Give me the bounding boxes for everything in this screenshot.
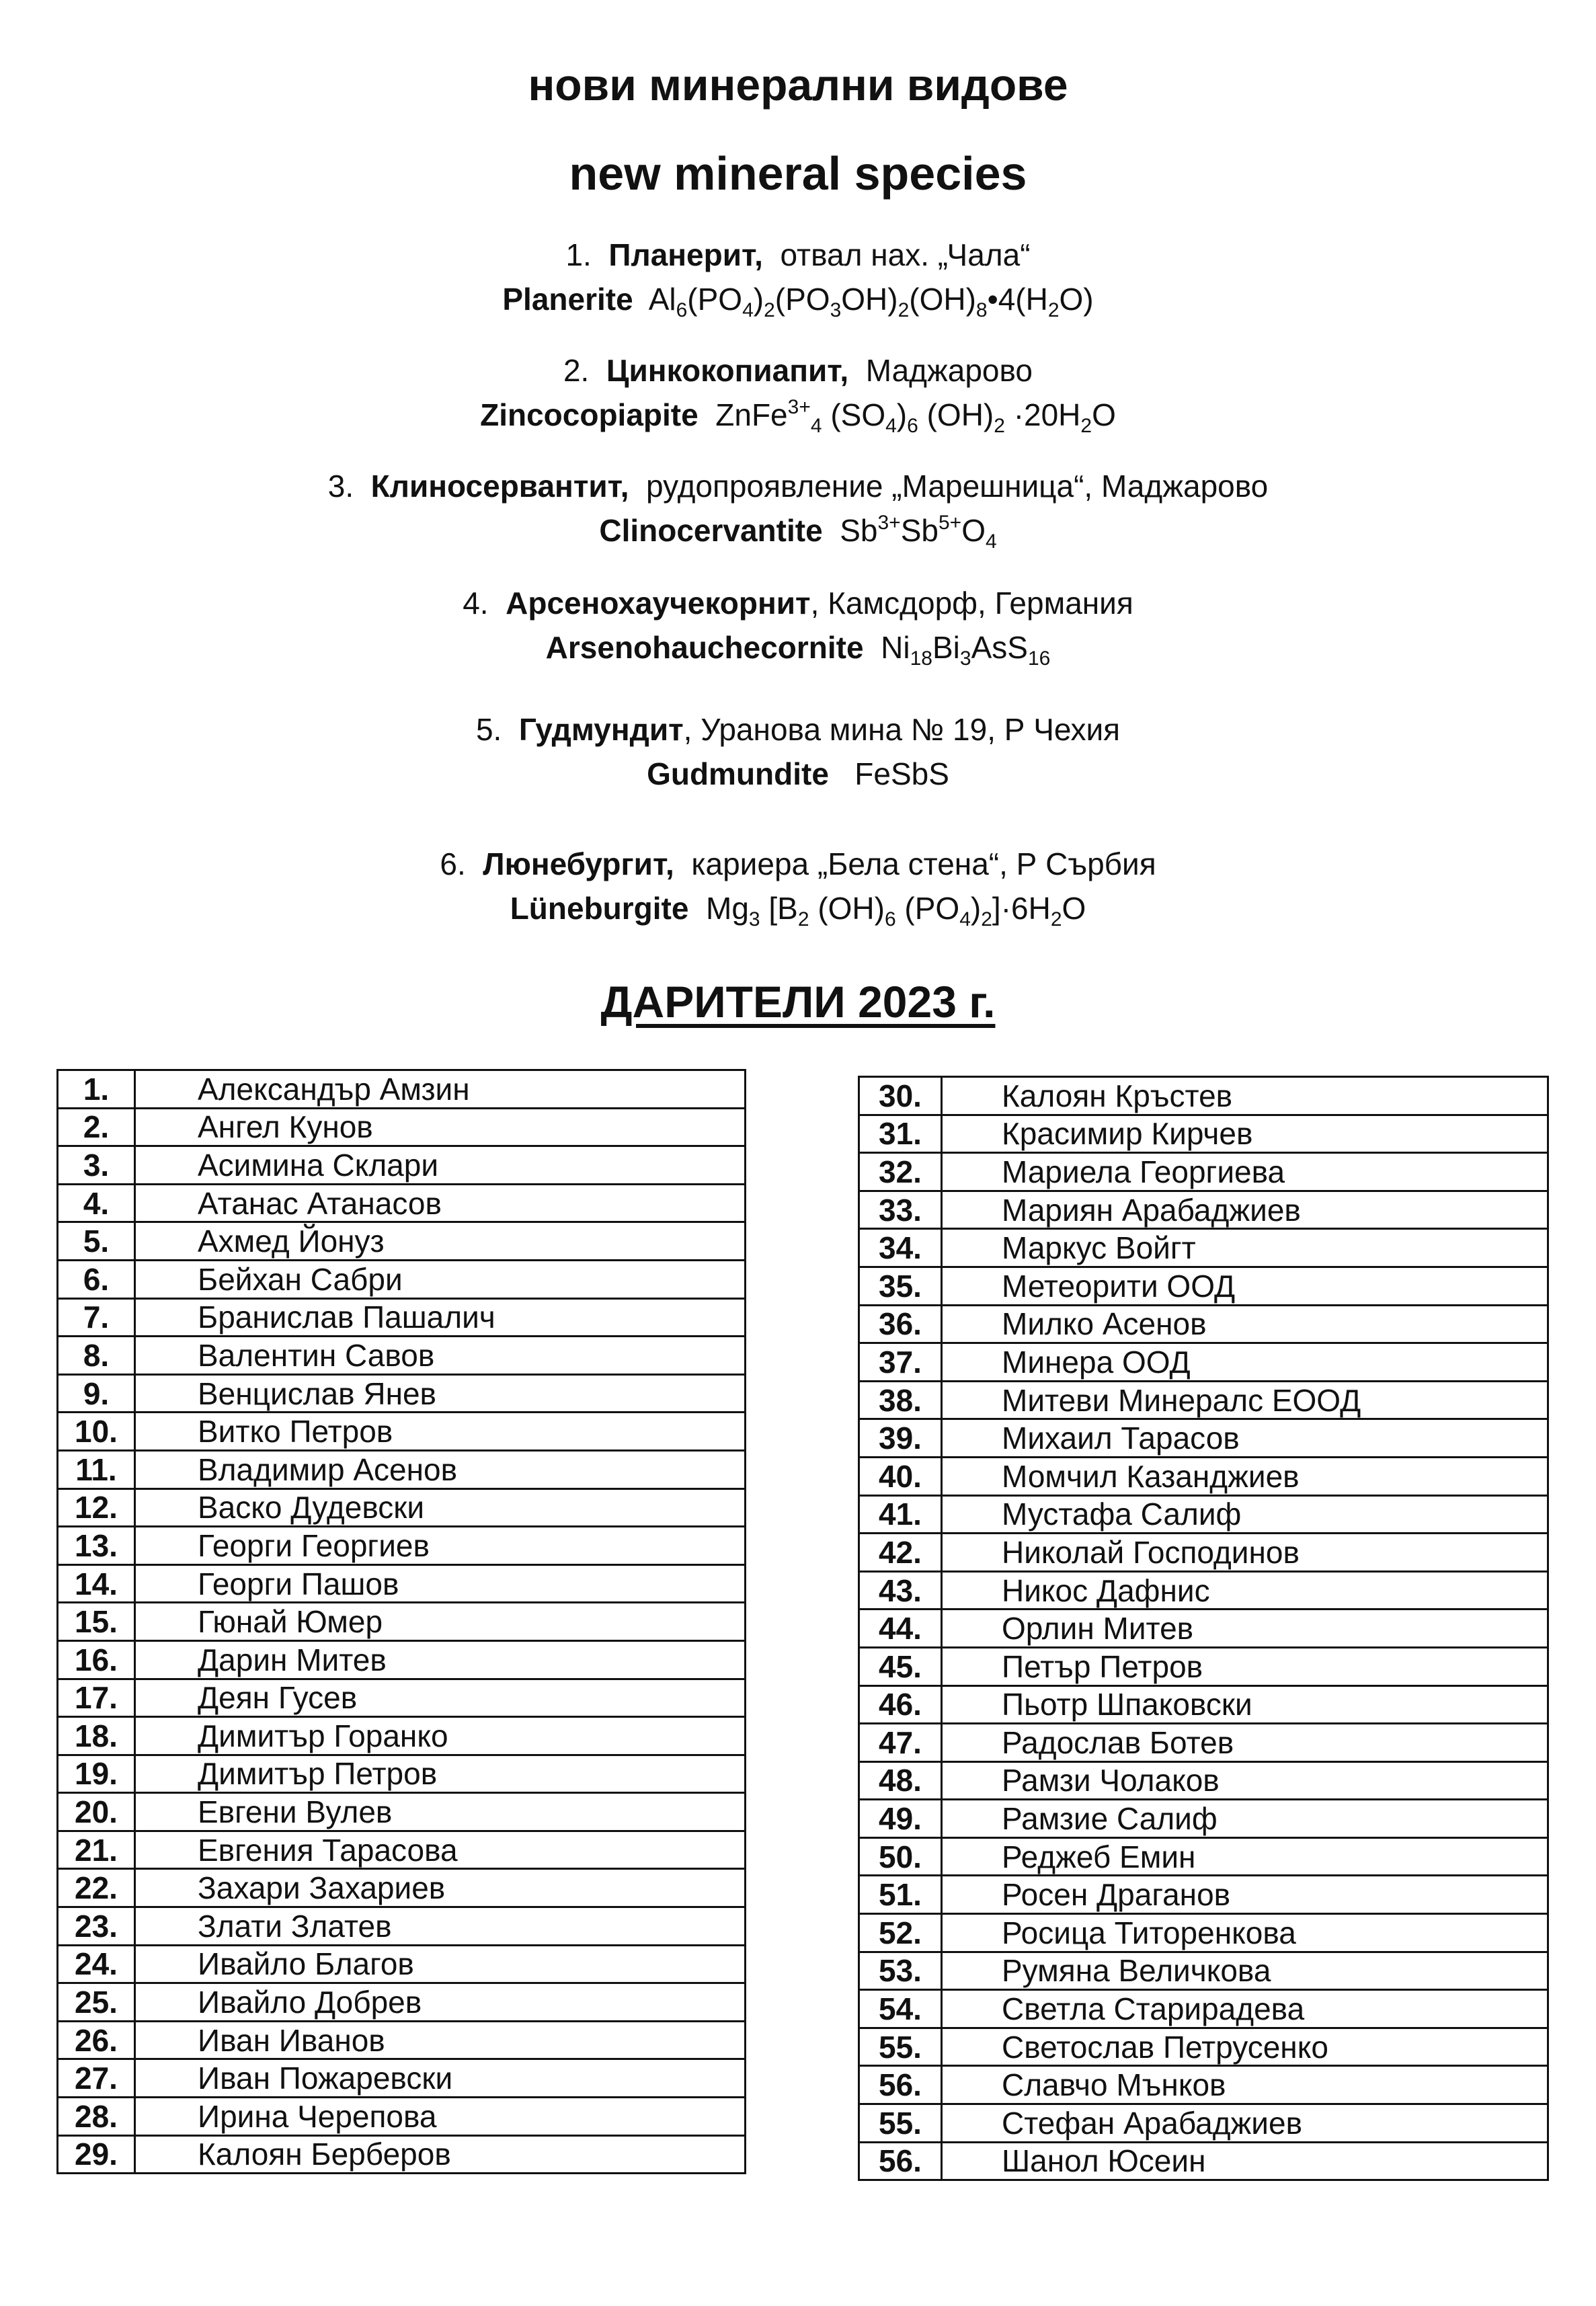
donor-name: Иван Пожаревски bbox=[135, 2059, 746, 2098]
donor-name: Злати Златев bbox=[135, 1907, 746, 1946]
donor-number: 2. bbox=[58, 1108, 135, 1146]
mineral-locality: Маджарово bbox=[865, 353, 1033, 388]
title-english: new mineral species bbox=[569, 147, 1027, 200]
donor-number: 51. bbox=[859, 1876, 942, 1914]
donor-row bbox=[859, 1724, 1548, 1762]
donor-name: Рамзи Чолаков bbox=[942, 1761, 1548, 1800]
donor-number: 13. bbox=[58, 1527, 135, 1565]
donor-number: 15. bbox=[58, 1603, 135, 1641]
mineral-bg-line bbox=[0, 233, 1596, 277]
mineral-entry-6 bbox=[0, 842, 1596, 930]
donor-name: Валентин Савов bbox=[135, 1337, 746, 1375]
donor-name: Ахмед Йонуз bbox=[135, 1222, 746, 1261]
donor-name: Славчо Мънков bbox=[942, 2066, 1548, 2104]
donor-number: 10. bbox=[58, 1413, 135, 1451]
donor-name: Шанол Юсеин bbox=[942, 2142, 1548, 2180]
mineral-number: 3. bbox=[327, 469, 354, 504]
donor-row bbox=[58, 1298, 746, 1337]
donor-row bbox=[58, 2098, 746, 2136]
donor-name: Атанас Атанасов bbox=[135, 1184, 746, 1222]
donor-name: Стефан Арабаджиев bbox=[942, 2104, 1548, 2143]
donor-number: 20. bbox=[58, 1793, 135, 1831]
donor-number: 55. bbox=[859, 2104, 942, 2143]
mineral-formula: FeSbS bbox=[854, 756, 949, 791]
donor-name: Димитър Горанко bbox=[135, 1717, 746, 1755]
donor-name: Митеви Минералс ЕООД bbox=[942, 1381, 1548, 1419]
donor-number: 5. bbox=[58, 1222, 135, 1261]
donor-row bbox=[859, 1761, 1548, 1800]
donor-name: Ивайло Благов bbox=[135, 1945, 746, 1983]
donor-row bbox=[859, 1876, 1548, 1914]
donor-number: 4. bbox=[58, 1184, 135, 1222]
donor-number: 41. bbox=[859, 1495, 942, 1534]
donor-name: Калоян Берберов bbox=[135, 2135, 746, 2174]
mineral-entry-5 bbox=[0, 707, 1596, 796]
donor-number: 49. bbox=[859, 1800, 942, 1838]
donor-name: Орлин Митев bbox=[942, 1609, 1548, 1648]
donor-number: 19. bbox=[58, 1755, 135, 1793]
donor-number: 32. bbox=[859, 1153, 942, 1191]
donor-name: Никос Дафнис bbox=[942, 1571, 1548, 1609]
donor-row bbox=[58, 1869, 746, 1907]
mineral-number: 6. bbox=[440, 846, 466, 881]
donor-row bbox=[859, 1229, 1548, 1267]
donor-number: 3. bbox=[58, 1146, 135, 1185]
donor-row bbox=[58, 1374, 746, 1413]
donor-row bbox=[859, 1419, 1548, 1458]
donor-name: Ивайло Добрев bbox=[135, 1983, 746, 2022]
donor-row bbox=[859, 1153, 1548, 1191]
donor-row bbox=[58, 1527, 746, 1565]
donor-name: Ирина Черепова bbox=[135, 2098, 746, 2136]
mineral-bg-line bbox=[0, 842, 1596, 886]
donor-number: 11. bbox=[58, 1450, 135, 1488]
donors-title: ДАРИТЕЛИ 2023 г. bbox=[600, 977, 996, 1027]
donor-name: Александър Амзин bbox=[135, 1070, 746, 1109]
donor-number: 56. bbox=[859, 2066, 942, 2104]
donor-number: 17. bbox=[58, 1679, 135, 1717]
donor-name: Светла Старирадева bbox=[942, 1990, 1548, 2028]
mineral-formula: $Sb^{3+}Sb^{5+}O_4$ bbox=[840, 512, 997, 553]
donor-number: 26. bbox=[58, 2021, 135, 2059]
donor-row bbox=[58, 1603, 746, 1641]
donor-row bbox=[58, 2021, 746, 2059]
donor-row bbox=[58, 1070, 746, 1109]
donor-name: Георги Пашов bbox=[135, 1564, 746, 1603]
donors-table-right bbox=[858, 1076, 1549, 2181]
donor-row bbox=[58, 1640, 746, 1679]
donor-row bbox=[58, 1222, 746, 1261]
donor-number: 55. bbox=[859, 2028, 942, 2066]
mineral-number: 5. bbox=[475, 712, 502, 747]
donor-number: 30. bbox=[859, 1077, 942, 1115]
mineral-name-bg: Гудмундит bbox=[518, 712, 684, 747]
donor-row bbox=[58, 1108, 746, 1146]
donor-row bbox=[859, 1115, 1548, 1153]
donor-number: 7. bbox=[58, 1298, 135, 1337]
mineral-name-en: Lüneburgite bbox=[510, 891, 689, 926]
mineral-name-en: Zincocopiapite bbox=[480, 397, 699, 432]
donor-name: Георги Георгиев bbox=[135, 1527, 746, 1565]
donor-number: 33. bbox=[859, 1191, 942, 1229]
donor-number: 6. bbox=[58, 1260, 135, 1298]
donor-name: Владимир Асенов bbox=[135, 1450, 746, 1488]
donor-name: Радослав Ботев bbox=[942, 1724, 1548, 1762]
donor-number: 8. bbox=[58, 1337, 135, 1375]
donor-row bbox=[859, 1457, 1548, 1495]
donor-name: Бранислав Пашалич bbox=[135, 1298, 746, 1337]
donor-row bbox=[58, 2059, 746, 2098]
mineral-formula: $Mg_3$ [$B_2$ $(OH)_6$ $(PO_4)_2]\cdot 6H_2O$ bbox=[706, 891, 1086, 930]
donor-row bbox=[859, 1685, 1548, 1724]
donor-row bbox=[859, 1952, 1548, 1990]
mineral-name-en: Clinocervantite bbox=[599, 513, 823, 548]
donor-number: 31. bbox=[859, 1115, 942, 1153]
mineral-number: 2. bbox=[563, 353, 590, 388]
donor-row bbox=[58, 2135, 746, 2174]
donors-table-body bbox=[58, 1070, 746, 2174]
donor-name: Метеорити ООД bbox=[942, 1267, 1548, 1305]
donor-row bbox=[58, 1907, 746, 1946]
donor-number: 42. bbox=[859, 1534, 942, 1572]
donor-row bbox=[859, 1837, 1548, 1876]
mineral-locality: рудопроявление „Марешница“, Маджарово bbox=[646, 469, 1269, 504]
donor-number: 24. bbox=[58, 1945, 135, 1983]
donor-row bbox=[859, 2028, 1548, 2066]
donor-row bbox=[58, 1945, 746, 1983]
donor-row bbox=[859, 1267, 1548, 1305]
donor-row bbox=[58, 1831, 746, 1869]
title-bulgarian: нови минерални видове bbox=[528, 60, 1068, 110]
donor-name: Иван Иванов bbox=[135, 2021, 746, 2059]
donor-name: Михаил Тарасов bbox=[942, 1419, 1548, 1458]
donor-row bbox=[859, 1077, 1548, 1115]
donor-name: Минера ООД bbox=[942, 1343, 1548, 1382]
donor-name: Светослав Петрусенко bbox=[942, 2028, 1548, 2066]
donor-name: Николай Господинов bbox=[942, 1534, 1548, 1572]
mineral-bg-line bbox=[0, 464, 1596, 508]
donor-name: Росица Титоренкова bbox=[942, 1914, 1548, 1952]
donor-row bbox=[58, 1755, 746, 1793]
donor-row bbox=[859, 2104, 1548, 2143]
donor-number: 54. bbox=[859, 1990, 942, 2028]
donor-number: 34. bbox=[859, 1229, 942, 1267]
donor-row bbox=[859, 2142, 1548, 2180]
donor-row bbox=[58, 1679, 746, 1717]
donor-name: Момчил Казанджиев bbox=[942, 1457, 1548, 1495]
mineral-name-bg: Клиносервантит, bbox=[370, 469, 629, 504]
donor-name: Димитър Петров bbox=[135, 1755, 746, 1793]
donor-row bbox=[58, 1146, 746, 1185]
donor-number: 12. bbox=[58, 1488, 135, 1527]
donor-number: 22. bbox=[58, 1869, 135, 1907]
mineral-number: 4. bbox=[463, 586, 489, 621]
donor-number: 18. bbox=[58, 1717, 135, 1755]
donor-name: Пьотр Шпаковски bbox=[942, 1685, 1548, 1724]
donor-number: 43. bbox=[859, 1571, 942, 1609]
donor-number: 37. bbox=[859, 1343, 942, 1382]
mineral-locality: кариера „Бела стена“, Р Сърбия bbox=[691, 846, 1156, 881]
donor-number: 25. bbox=[58, 1983, 135, 2022]
mineral-en-line bbox=[0, 886, 1596, 930]
donor-number: 16. bbox=[58, 1640, 135, 1679]
donor-number: 29. bbox=[58, 2135, 135, 2174]
donor-number: 48. bbox=[859, 1761, 942, 1800]
donor-number: 1. bbox=[58, 1070, 135, 1109]
donor-name: Венцислав Янев bbox=[135, 1374, 746, 1413]
donor-row bbox=[58, 1793, 746, 1831]
donor-row bbox=[859, 1914, 1548, 1952]
mineral-name-en: Arsenohauchecornite bbox=[545, 630, 864, 665]
donor-row bbox=[859, 1381, 1548, 1419]
donor-name: Калоян Кръстев bbox=[942, 1077, 1548, 1115]
donor-name: Росен Драганов bbox=[942, 1876, 1548, 1914]
donor-number: 9. bbox=[58, 1374, 135, 1413]
donor-number: 40. bbox=[859, 1457, 942, 1495]
donor-row bbox=[58, 1413, 746, 1451]
mineral-formula: $Ni_{18}Bi_3AsS_{16}$ bbox=[881, 630, 1051, 670]
mineral-entry-3 bbox=[0, 464, 1596, 553]
mineral-locality: отвал нах. „Чала“ bbox=[780, 237, 1031, 272]
donor-number: 23. bbox=[58, 1907, 135, 1946]
donor-row bbox=[859, 1534, 1548, 1572]
donor-name: Мустафа Салиф bbox=[942, 1495, 1548, 1534]
mineral-formula: $Al_6(PO_4)_2(PO_3OH)_2(OH)_8•4(H_2O)$ bbox=[648, 282, 1094, 321]
donor-number: 21. bbox=[58, 1831, 135, 1869]
donor-number: 35. bbox=[859, 1267, 942, 1305]
donor-row bbox=[859, 1305, 1548, 1343]
donor-name: Евгения Тарасова bbox=[135, 1831, 746, 1869]
donor-row bbox=[58, 1260, 746, 1298]
donor-name: Ангел Кунов bbox=[135, 1108, 746, 1146]
donor-name: Петър Петров bbox=[942, 1647, 1548, 1685]
donor-name: Милко Асенов bbox=[942, 1305, 1548, 1343]
donor-row bbox=[58, 1983, 746, 2022]
mineral-locality: , Уранова мина № 19, Р Чехия bbox=[683, 712, 1121, 747]
mineral-en-line bbox=[0, 752, 1596, 796]
donor-name: Мариела Георгиева bbox=[942, 1153, 1548, 1191]
mineral-name-bg: Цинкокопиапит, bbox=[606, 353, 849, 388]
mineral-en-line bbox=[0, 508, 1596, 553]
donor-number: 53. bbox=[859, 1952, 942, 1990]
donor-number: 45. bbox=[859, 1647, 942, 1685]
donor-row bbox=[58, 1488, 746, 1527]
donor-name: Дарин Митев bbox=[135, 1640, 746, 1679]
mineral-en-line bbox=[0, 393, 1596, 437]
donor-name: Гюнай Юмер bbox=[135, 1603, 746, 1641]
donor-row bbox=[859, 1800, 1548, 1838]
mineral-formula: ZnFe$^{3+}_4$ $(SO_4)_6$ $(OH)_2 \cdot 20H_2O$ bbox=[715, 396, 1116, 437]
donor-name: Мариян Арабаджиев bbox=[942, 1191, 1548, 1229]
donor-row bbox=[58, 1337, 746, 1375]
mineral-en-line bbox=[0, 625, 1596, 670]
donor-row bbox=[859, 1191, 1548, 1229]
donors-table-body bbox=[859, 1077, 1548, 2180]
donors-table-left bbox=[56, 1069, 746, 2174]
donor-name: Румяна Величкова bbox=[942, 1952, 1548, 1990]
mineral-bg-line bbox=[0, 707, 1596, 752]
donor-name: Красимир Кирчев bbox=[942, 1115, 1548, 1153]
donor-row bbox=[859, 1495, 1548, 1534]
mineral-bg-line bbox=[0, 348, 1596, 393]
donor-name: Захари Захариев bbox=[135, 1869, 746, 1907]
donor-row bbox=[58, 1184, 746, 1222]
donor-name: Деян Гусев bbox=[135, 1679, 746, 1717]
donor-number: 46. bbox=[859, 1685, 942, 1724]
donor-number: 39. bbox=[859, 1419, 942, 1458]
mineral-number: 1. bbox=[565, 237, 592, 272]
donor-number: 28. bbox=[58, 2098, 135, 2136]
mineral-name-en: Gudmundite bbox=[647, 756, 829, 791]
donor-row bbox=[58, 1717, 746, 1755]
donor-number: 14. bbox=[58, 1564, 135, 1603]
donor-name: Витко Петров bbox=[135, 1413, 746, 1451]
donor-number: 47. bbox=[859, 1724, 942, 1762]
donor-name: Асимина Склари bbox=[135, 1146, 746, 1185]
donor-row bbox=[58, 1564, 746, 1603]
donor-name: Рамзие Салиф bbox=[942, 1800, 1548, 1838]
donor-name: Евгени Вулев bbox=[135, 1793, 746, 1831]
mineral-bg-line bbox=[0, 581, 1596, 625]
donor-number: 56. bbox=[859, 2142, 942, 2180]
donor-name: Васко Дудевски bbox=[135, 1488, 746, 1527]
mineral-entry-2 bbox=[0, 348, 1596, 437]
donor-row bbox=[859, 1571, 1548, 1609]
donor-number: 50. bbox=[859, 1837, 942, 1876]
mineral-locality: , Камсдорф, Германия bbox=[810, 586, 1133, 621]
donor-row bbox=[859, 1609, 1548, 1648]
donor-row bbox=[859, 1990, 1548, 2028]
donor-name: Бейхан Сабри bbox=[135, 1260, 746, 1298]
mineral-en-line bbox=[0, 277, 1596, 321]
donor-number: 36. bbox=[859, 1305, 942, 1343]
donor-name: Реджеб Емин bbox=[942, 1837, 1548, 1876]
donor-name: Маркус Войгт bbox=[942, 1229, 1548, 1267]
mineral-entry-1 bbox=[0, 233, 1596, 321]
donor-number: 27. bbox=[58, 2059, 135, 2098]
donor-row bbox=[859, 2066, 1548, 2104]
mineral-name-bg: Люнебургит, bbox=[483, 846, 674, 881]
mineral-entry-4 bbox=[0, 581, 1596, 670]
mineral-name-bg: Арсенохаучекорнит bbox=[506, 586, 811, 621]
mineral-name-bg: Планерит, bbox=[608, 237, 763, 272]
donor-number: 44. bbox=[859, 1609, 942, 1648]
donor-number: 38. bbox=[859, 1381, 942, 1419]
donor-row bbox=[859, 1647, 1548, 1685]
donor-row bbox=[859, 1343, 1548, 1382]
donor-row bbox=[58, 1450, 746, 1488]
mineral-name-en: Planerite bbox=[502, 282, 633, 317]
donor-number: 52. bbox=[859, 1914, 942, 1952]
